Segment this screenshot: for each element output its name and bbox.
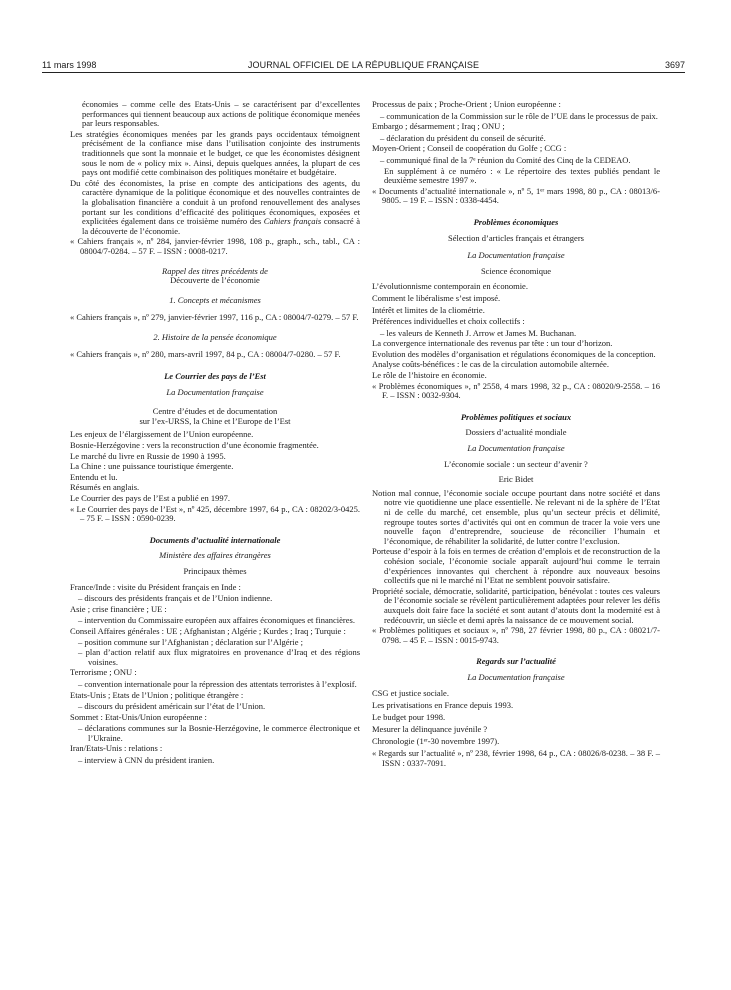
regards-contents-list: [372, 689, 660, 747]
theme-detail: – communication de la Commission sur le rôle de l’UE dans le processus de paix.: [380, 110, 658, 121]
documents-ministere: Ministère des affaires étrangères: [159, 550, 271, 561]
list-item: La Chine : une puissance touristique émergente.: [70, 461, 234, 472]
theme-item: Embargo ; désarmement ; Iraq ; ONU ;: [372, 121, 505, 132]
pe-science: Science économique: [480, 265, 552, 276]
theme-item: Asie ; crise financière ; UE :: [70, 603, 167, 614]
theme-item: Terrorisme ; ONU :: [70, 667, 137, 678]
pe-selection: Sélection d’articles français et étrangers: [448, 232, 584, 243]
supplement-note: En supplément à ce numéro : « Le répertoire des textes publiés pendant le deuxième semestre 1997 ».: [384, 165, 660, 186]
header-rule: [42, 72, 685, 73]
pps-paragraph-1: Notion mal connue, l’économie sociale occupe pourtant dans notre société et dans notre vie quotidienne une place essentielle. Ne relevant ni de la sphère de l’Etat ni de celle du marché, cet ensemble, plus qu’un secteur précis et délimité, regroupe toutes sortes d’activités qui ont en commun de tracer la voie vers une nouvelle façon d’entreprendre, soucieuse de réconcilier l’humain et l’économique, de réhabiliter la solidarité, de lutter contre l’exclusion.: [372, 487, 660, 546]
theme-item: Processus de paix ; Proche-Orient ; Union européenne :: [372, 99, 561, 109]
list-item: Le rôle de l’histoire en économie.: [372, 370, 487, 381]
list-item: Le budget pour 1998.: [372, 711, 446, 722]
list-item: Intérêt et limites de la cliométrie.: [372, 304, 485, 315]
list-item: Les privatisations en France depuis 1993.: [372, 699, 514, 710]
list-item: Le Courrier des pays de l’Est a publié en 1997.: [70, 493, 231, 503]
pps-paragraph-2: Porteuse d’espoir à la fois en termes de création d’emplois et de reconstruction de la cohésion sociale, l’économie sociale apparaît aujourd’hui comme le terrain d’expériences innovantes qui cherchent à répondre aux nouveaux besoins collectifs que ni le marché ni l’Etat ne semblent pouvoir satisfaire.: [372, 546, 660, 586]
section-title-documents: Documents d’actualité internationale: [149, 534, 281, 545]
theme-item: Sommet : Etat-Unis/Union européenne :: [70, 711, 207, 722]
theme-item: Iran/Etats-Unis : relations :: [70, 743, 163, 754]
pps-author: Eric Bidet: [498, 474, 534, 485]
pps-dossiers: Dossiers d’actualité mondiale: [465, 427, 567, 438]
list-item: Comment le libéralisme s’est imposé.: [372, 292, 501, 303]
list-item: Entendu et lu.: [70, 471, 118, 482]
list-item: Analyse coûts-bénéfices : le cas de la circulation automobile alternée.: [372, 359, 609, 370]
theme-item: Moyen-Orient ; Conseil de coopération du Golfe ; CCG :: [372, 143, 567, 154]
list-item: Bosnie-Herzégovine : vers la reconstruction d’une économie fragmentée.: [70, 440, 319, 451]
right-column: [372, 100, 660, 770]
reference-cahiers-279: « Cahiers français », nº 279, janvier-février 1997, 116 p., CA : 08004/7-0279. – 57 F.: [70, 312, 359, 323]
rappel-title: Rappel des titres précédents de: [162, 265, 268, 276]
pps-publisher: La Documentation française: [467, 443, 565, 454]
section-title-courrier: Le Courrier des pays de l’Est: [164, 371, 266, 382]
section-title-problemes-economiques: Problèmes économiques: [473, 216, 559, 227]
theme-item: Conseil Affaires générales : UE ; Afghanistan ; Algérie ; Kurdes ; Iraq ; Turquie :: [70, 625, 346, 636]
theme-detail: – déclarations communes sur la Bosnie-Herzégovine, le commerce électronique et l’Ukraine.: [78, 723, 361, 743]
list-item: La convergence internationale des revenus par tête : un tour d’horizon.: [372, 338, 613, 349]
list-item: Le marché du livre en Russie de 1990 à 1995.: [70, 450, 226, 461]
rappel-item-1: 1. Concepts et mécanismes: [169, 294, 261, 305]
theme-detail: – interview à CNN du président iranien.: [78, 755, 215, 766]
list-item: Les enjeux de l’élargissement de l’Union européenne.: [70, 429, 254, 440]
theme-item: Etats-Unis ; Etats de l’Union ; politique étrangère :: [70, 689, 244, 700]
regards-publisher: La Documentation française: [467, 671, 565, 682]
paragraph-strategies: Les stratégies économiques menées par les grands pays occidentaux témoignent précisément de la confiance mise dans l’utilisation conjointe des instruments traditionnels que sont la monnaie et le budget, ce que les économistes désignent sous le nom de « policy mix ». Ainsi, depuis quelques années, la plupart de ces pays ont modifié cette combinaison des politiques monétaire et budgétaire.: [70, 128, 360, 178]
theme-detail: – communiqué final de la 7ᵉ réunion du Comité des Cinq de la CEDEAO.: [380, 154, 631, 165]
header-date: 11 mars 1998: [42, 60, 97, 70]
reference-cahiers-280: « Cahiers français », nº 280, mars-avril 1997, 84 p., CA : 08004/7-0280. – 57 F.: [70, 349, 341, 360]
reference-pps-798: « Problèmes politiques et sociaux », nº 798, 27 février 1998, 80 p., CA : 08021/7-0798. – 45 F. – ISSN : 0015-9743.: [372, 625, 660, 645]
theme-detail: – position commune sur l’Afghanistan ; déclaration sur l’Algérie ;: [78, 636, 303, 647]
section-title-problemes-politiques: Problèmes politiques et sociaux: [460, 411, 572, 422]
list-item: CSG et justice sociale.: [372, 687, 449, 698]
list-item: Evolution des modèles d’organisation et régulations économiques de la conception.: [372, 348, 656, 359]
theme-detail: – plan d’action relatif aux flux migratoires en provenance d’Iraq et des régions voisines.: [78, 647, 360, 667]
list-item: Préférences individuelles et choix collectifs :: [372, 316, 525, 327]
list-item: Chronologie (1ᵉʳ-30 novembre 1997).: [372, 735, 500, 746]
section-title-regards: Regards sur l’actualité: [476, 656, 556, 667]
pps-paragraph-3: Propriété sociale, démocratie, solidarité, participation, bénévolat : toutes ces valeurs de l’économie sociale se révèlent particulièrement adaptées pour relever les défis auxquels doit faire face la société et sont autant d’atouts dont la modernité est à redécouvrir, un siècle et demi après la naissance de ce mouvement social.: [372, 585, 660, 625]
rappel-item-2: 2. Histoire de la pensée économique: [153, 331, 277, 342]
theme-detail: – intervention du Commissaire européen aux affaires économiques et financières.: [78, 615, 355, 626]
courrier-publisher: La Documentation française: [166, 386, 264, 397]
list-item: Résumés en anglais.: [70, 482, 140, 493]
reference-problemes-economiques-2558: « Problèmes économiques », nº 2558, 4 mars 1998, 32 p., CA : 08020/9-2558. – 16 F. – ISSN : 0032-9304.: [372, 380, 660, 401]
header-page-number: 3697: [664, 60, 685, 70]
list-item: L’évolutionnisme contemporain en économie.: [372, 281, 528, 292]
reference-documents-5: « Documents d’actualité internationale », nº 5, 1ᵉʳ mars 1998, 80 p., CA : 08013/6-9805. – 19 F. – ISSN : 0338-4454.: [372, 185, 660, 206]
pe-publisher: La Documentation française: [467, 250, 565, 261]
theme-detail: – discours du président américain sur l’état de l’Union.: [78, 701, 266, 712]
pps-subject: L’économie sociale : un secteur d’avenir ?: [444, 458, 588, 469]
header-title: JOURNAL OFFICIEL DE LA RÉPUBLIQUE FRANÇAISE: [247, 60, 480, 70]
courrier-centre-line1: Centre d’études et de documentation: [152, 406, 278, 417]
courrier-contents-list: [70, 430, 360, 503]
rappel-subtitle: Découverte de l’économie: [170, 275, 260, 286]
intro-continuation: économies – comme celle des Etats-Unis – se caractérisent par d’excellentes performances qui tiennent beaucoup aux actions de politique économique menées par leurs responsables.: [82, 99, 360, 129]
list-item: Mesurer la délinquance juvénile ?: [372, 723, 488, 734]
theme-item: France/Inde : visite du Président français en Inde :: [70, 581, 241, 592]
theme-detail: – discours des présidents français et de l’Union indienne.: [78, 593, 273, 604]
theme-detail: – déclaration du président du conseil de sécurité.: [380, 132, 546, 143]
left-column: [70, 100, 360, 767]
paragraph-economistes: Du côté des économistes, la prise en compte des anticipations des agents, du caractère dynamique de la politique économique et des nouvelles contraintes de la globalisation financière a conduit à un profond renouvellement des analyses portant sur les conditions d’efficacité des politiques économiques, exposées et explicitées également dans ce troisième numéro des Cahiers français consacré à la découverte de l’économie.: [70, 177, 360, 236]
courrier-centre-line2: sur l’ex-URSS, la Chine et l’Europe de l’Est: [139, 415, 291, 426]
list-detail: – les valeurs de Kenneth J. Arrow et James M. Buchanan.: [380, 327, 577, 338]
reference-regards-238: « Regards sur l’actualité », nº 238, février 1998, 64 p., CA : 08026/8-0238. – 38 F. – ISSN : 0337-7091.: [372, 747, 660, 768]
theme-detail: – convention internationale pour la répression des attentats terroristes à l’explosif.: [78, 678, 357, 689]
reference-cahiers-284: « Cahiers français », nº 284, janvier-février 1998, 108 p., graph., sch., tabl., CA : 08004/7-0284. – 57 F. – ISSN : 0008-0217.: [70, 236, 360, 256]
documents-themes-heading: Principaux thèmes: [183, 565, 247, 576]
reference-courrier-425: « Le Courrier des pays de l’Est », nº 425, décembre 1997, 64 p., CA : 08202/3-0425. – 75 F. – ISSN : 0590-0239.: [70, 503, 360, 524]
